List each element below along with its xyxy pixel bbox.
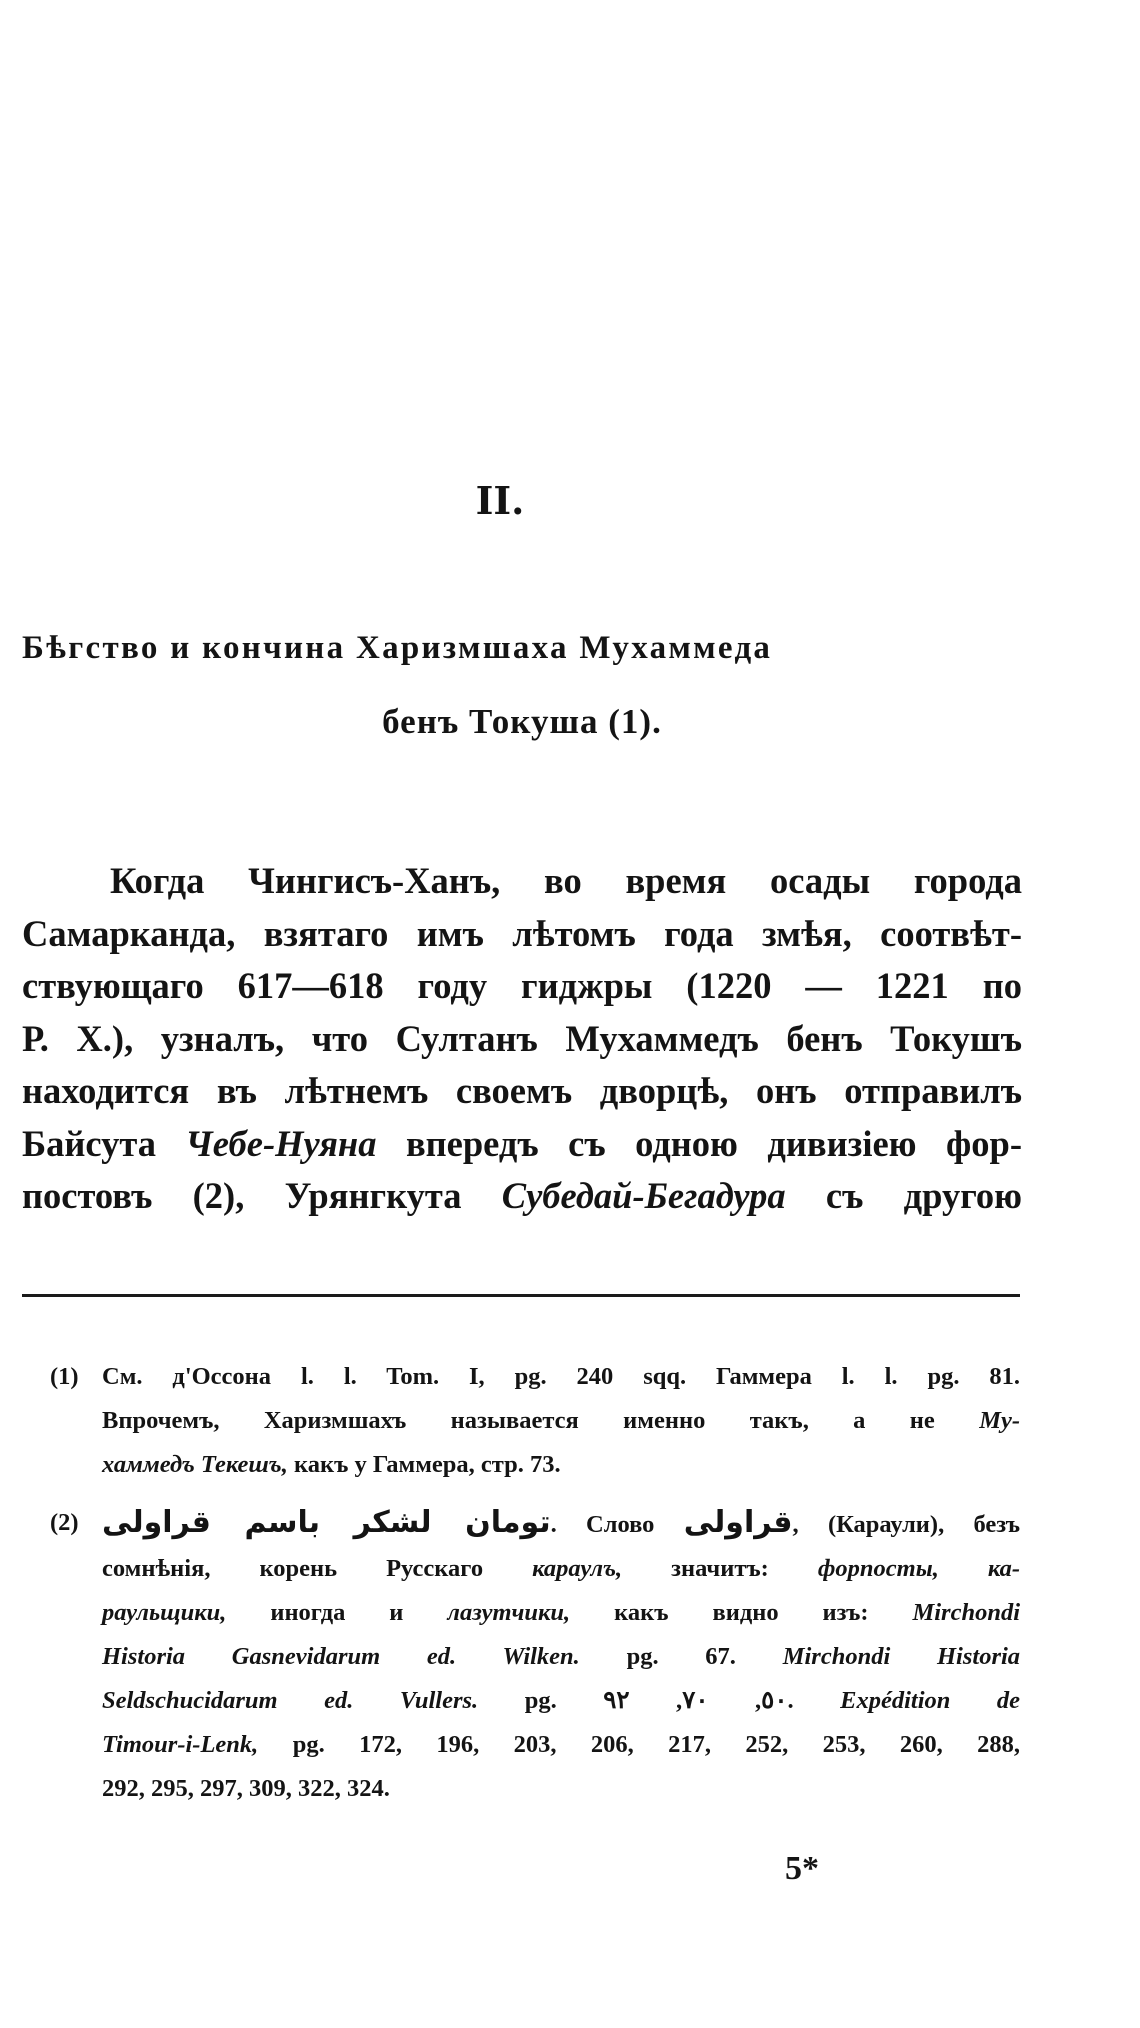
footnote-italic: караулъ, (532, 1555, 623, 1582)
person-name: Чебе-Нуяна (185, 1122, 377, 1164)
body-line (22, 1118, 1022, 1171)
footnote-text: pg. ٥٠, ٧٠, ٩٢. (524, 1687, 794, 1714)
body-line (22, 1170, 1022, 1223)
footnote-number: (2) (50, 1509, 79, 1536)
footnote-divider (22, 1294, 1020, 1297)
footnote-text: значитъ: (671, 1555, 769, 1582)
footnote-line (102, 1679, 1020, 1723)
body-text: съ другою (825, 1175, 1023, 1216)
body-line: ствующаго 617—618 году гиджры (1220 — 1221 по (22, 965, 1022, 1006)
footnote-italic: Mirchondi (912, 1599, 1021, 1626)
footnote-text: какъ видно изъ: (614, 1599, 869, 1626)
footnote-line (102, 1501, 1020, 1547)
footnote-line (102, 1591, 1020, 1635)
footnote-number: (1) (50, 1363, 79, 1390)
footnote-text: какъ у Гаммера, стр. 73. (293, 1451, 561, 1478)
person-name: Субедай-Бегадура (501, 1175, 786, 1216)
footnote-italic: лазутчики, (447, 1599, 571, 1626)
body-line: находится въ лѣтнемъ своемъ дворцѣ, онъ отправилъ (22, 1070, 1022, 1111)
arabic-word: قراولى (683, 1505, 793, 1540)
footnote-italic: раульщики, (102, 1599, 227, 1626)
footnote-line (102, 1399, 1020, 1443)
body-text: постовъ (2), Урянгкута (22, 1175, 462, 1216)
footnote-line: См. д'Оссона l. l. Tom. I, pg. 240 sqq. Гаммера l. l. pg. 81. (102, 1363, 1020, 1390)
arabic-phrase: تومان لشكر باسم قراولى (102, 1505, 551, 1540)
footnote-italic: Mirchondi Historia (782, 1643, 1021, 1670)
footnote-text: pg. 67. (626, 1643, 736, 1670)
footnote-2 (50, 1501, 1020, 1811)
footnote-italic: Expédition de (840, 1687, 1021, 1714)
footnote-line (102, 1443, 1020, 1487)
footnote-text: . Слово (550, 1511, 655, 1538)
footnote-text: сомнѣнія, корень Русскаго (102, 1555, 484, 1582)
footnote-italic: Му- (979, 1407, 1021, 1434)
body-line: Самарканда, взятаго имъ лѣтомъ года змѣя, соотвѣт- (22, 912, 1022, 954)
chapter-title-line-1: Бѣгство и кончина Харизмшаха Мухаммеда (22, 630, 773, 666)
chapter-title-line-2: бенъ Токуша (1). (382, 702, 662, 741)
chapter-number: II. (475, 478, 525, 523)
footnote-italic: форпосты, ка- (817, 1555, 1021, 1582)
body-line: Р. Х.), узналъ, что Султанъ Мухаммедъ бенъ Токушъ (22, 1017, 1022, 1059)
footnotes (50, 1355, 1020, 1825)
footnote-line (102, 1635, 1020, 1679)
body-line: Когда Чингисъ-Ханъ, во время осады города (110, 860, 1022, 901)
body-text: впередъ съ одною дивизіею фор- (405, 1122, 1022, 1164)
footnote-1 (50, 1355, 1020, 1487)
footnote-line: 292, 295, 297, 309, 322, 324. (102, 1775, 390, 1802)
footnote-text: pg. 172, 196, 203, 206, 217, 252, 253, 260, 288, (292, 1731, 1020, 1758)
footnote-line (102, 1547, 1020, 1591)
footnote-italic: Historia Gasnevidarum ed. Wilken. (102, 1643, 580, 1670)
footnote-text: , (Караули), безъ (792, 1511, 1020, 1538)
footnote-line (102, 1723, 1020, 1767)
footnote-text: иногда и (270, 1599, 404, 1626)
body-text: Байсута (22, 1122, 157, 1164)
page-number: 5* (785, 1850, 819, 1887)
footnote-italic: Timour-i-Lenk, (102, 1731, 259, 1758)
body-paragraph (22, 855, 1022, 1223)
footnote-text: Впрочемъ, Харизмшахъ называется именно такъ, а не (102, 1407, 935, 1434)
footnote-italic: Seldschucidarum ed. Vullers. (102, 1687, 479, 1714)
footnote-italic: хаммедъ Текешъ, (102, 1451, 288, 1478)
